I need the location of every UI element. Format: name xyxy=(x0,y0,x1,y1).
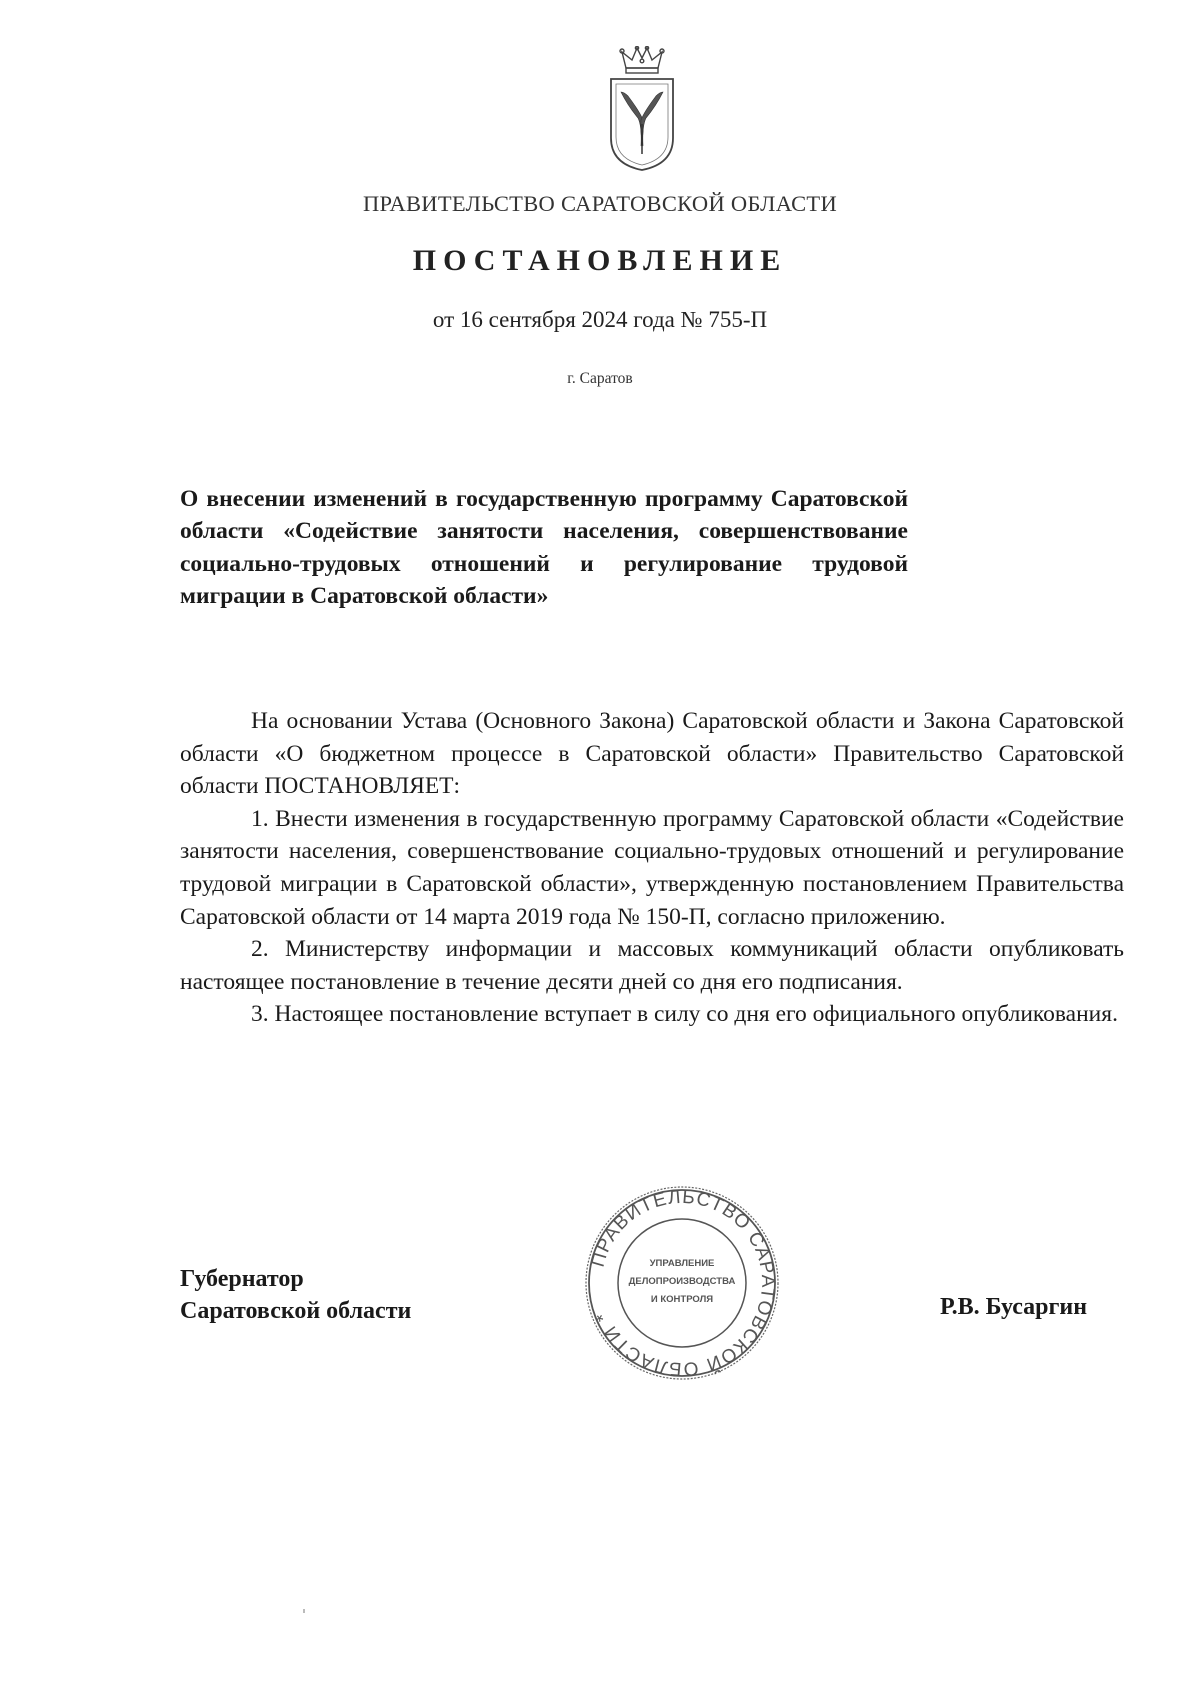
signatory-title-line-2: Саратовской области xyxy=(180,1298,412,1324)
item-paragraph-3: 3. Настоящее постановление вступает в силу со дня его официального опубликования. xyxy=(251,1001,1118,1028)
document-date-number: от 16 сентября 2024 года № 755-П xyxy=(432,307,768,332)
official-round-stamp-icon xyxy=(583,1184,781,1382)
saratov-coat-of-arms-icon xyxy=(606,46,678,172)
stamp-inner-line-2: ДЕЛОПРОИЗВОДСТВА xyxy=(628,1276,736,1287)
document-type: ПОСТАНОВЛЕНИЕ xyxy=(412,244,788,277)
scan-speck xyxy=(303,1609,305,1613)
document-subject: О внесении изменений в государственную программу Саратовской области «Содействие занятости населения, совершенствование социально-трудовых отношений и регулирование трудовой миграции в Саратовской области» xyxy=(180,486,908,609)
preamble-paragraph: На основании Устава (Основного Закона) Саратовской области и Закона Саратовской области «О бюджетном процессе в Саратовской области» Правительство Саратовской области ПОСТАНОВЛЯЕТ: xyxy=(180,708,1124,800)
document-body xyxy=(180,705,1124,1031)
signatory-title-line-1: Губернатор xyxy=(180,1266,304,1292)
item-paragraph-1: 1. Внести изменения в государственную программу Саратовской области «Содействие занятости населения, совершенствование социально-трудовых отношений и регулирование трудовой миграции в Саратовской области», утвержденную постановлением Правительства Саратовской области от 14 марта 2019 года № 150-П, согласно приложению. xyxy=(180,805,1124,930)
government-name: ПРАВИТЕЛЬСТВО САРАТОВСКОЙ ОБЛАСТИ xyxy=(362,191,838,216)
signatory-name: Р.В. Бусаргин xyxy=(940,1294,1088,1320)
stamp-inner-line-3: И КОНТРОЛЯ xyxy=(650,1294,714,1305)
document-city: г. Саратов xyxy=(567,370,633,387)
stamp-outer-text: ПРАВИТЕЛЬСТВО САРАТОВСКОЙ ОБЛАСТИ * xyxy=(587,1186,779,1380)
item-paragraph-2: 2. Министерству информации и массовых коммуникаций области опубликовать настоящее постановление в течение десяти дней со дня его подписания. xyxy=(180,936,1124,995)
stamp-inner-line-1: УПРАВЛЕНИЕ xyxy=(649,1258,715,1269)
signatory-title xyxy=(180,1263,411,1327)
